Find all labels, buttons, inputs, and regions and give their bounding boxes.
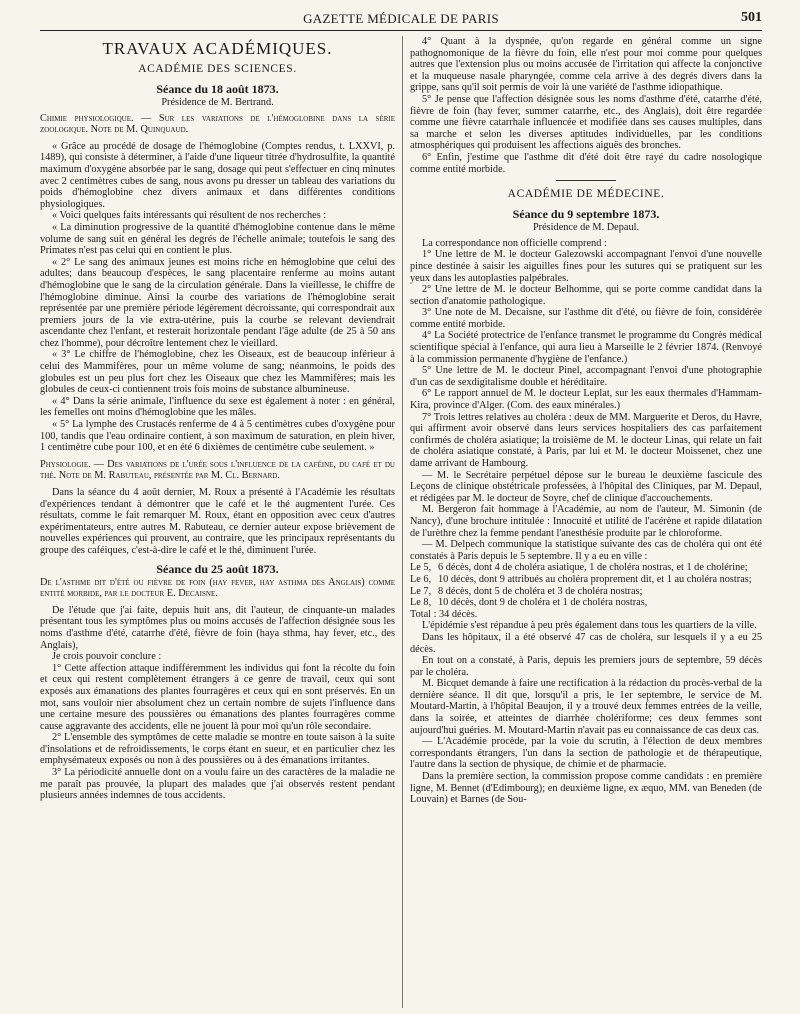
stat-text: 10 décès, dont 9 de choléra et 1 de choléra nostras,: [438, 597, 648, 609]
page-number: 501: [741, 10, 762, 25]
paragraph: « 2° Le sang des animaux jeunes est moins riche en hémoglobine que celui des adultes; dans beaucoup d'espèces, le sang placentaire renferme au moins autant d'hémoglobine que le sang de la circulation générale. Dans la vieillesse, le chiffre de l'hémoglobine diminue. Ainsi la courbe des variations de l'hémoglobine serait représentée par une première période légèrement décroissante, qui correspondrait aux premiers jours de la vie extra-utérine, puis la courbe se relevant deviendrait ascendante chez l'enfant, et resterait horizontale pendant l'âge adulte (de 25 à 50 ans chez l'homme), pour décroître lentement chez le vieillard.: [40, 256, 395, 349]
paragraph: — M. Delpech communique la statistique suivante des cas de choléra qui ont été constatés à Paris depuis le 5 septembre. Il y a eu en ville :: [410, 539, 762, 562]
stat-row: [410, 586, 762, 598]
paragraph: L'épidémie s'est répandue à peu près également dans tous les quartiers de la ville.: [422, 620, 757, 632]
journal-title: GAZETTE MÉDICALE DE PARIS: [303, 11, 499, 26]
academy-heading: ACADÉMIE DE MÉDECINE.: [507, 188, 665, 201]
paragraph: De l'étude que j'ai faite, depuis huit ans, dit l'auteur, de cinquante-un malades présentant tous les symptômes plus ou moins accusés de l'affection désignée sous les noms d'asthme d'été, catarrhe d'été, fièvre de foin (haya sthma, hay fever, etc., des Anglais),: [40, 604, 395, 651]
paragraph: 3° La périodicité annuelle dont on a voulu faire un des caractères de la maladie ne me paraît pas prouvée, la plupart des malades que j'ai observés restent pendant plusieurs années indemnes de tous accidents.: [40, 767, 395, 802]
stat-day: Le 6,: [410, 573, 432, 585]
paragraph: 2° Une lettre de M. le docteur Belhomme, qui se porte comme candidat dans la section d'anatomie pathologique.: [410, 284, 762, 307]
presidency: Présidence de M. Depaul.: [532, 222, 640, 234]
paragraph: Dans les hôpitaux, il a été observé 47 cas de choléra, sur lesquels il y a eu 25 décès.: [410, 631, 762, 655]
paragraph: La correspondance non officielle comprend :: [422, 237, 607, 249]
article-heading: De l'asthme dit d'été ou fièvre de foin (hay fever, hay asthma des Anglais) comme entité morbide, par le docteur E. Decaisne.: [40, 576, 395, 600]
article-heading: Physiologie. — Des variations de l'urée sous l'influence de la caféine, du café et du thé. Note de M. Rabuteau, présentée par M. Cl. Bernard.: [40, 458, 395, 482]
stat-day: Le 5,: [410, 562, 432, 574]
session-title: Séance du 9 septembre 1873.: [512, 207, 660, 222]
paragraph: « 4° Dans la série animale, l'influence du sexe est également à noter : en général, les femelles ont moins d'hémoglobine que les mâles.: [40, 395, 395, 419]
paragraph: « 5° La lymphe des Crustacés renferme de 4 à 5 centimètres cubes d'oxygène pour 100, tandis que l'eau ordinaire contient, à son maximum de saturation, en plein hiver, 1 centimètre cube pour 100, et en été 6 dixièmes de centimètre cube seulement. »: [40, 419, 395, 454]
paragraph: « La diminution progressive de la quantité d'hémoglobine contenue dans le même volume de sang suit en général les degrés de l'échelle animale; toutefois le sang des Primates n'est pas celui qui en contient le plus.: [40, 221, 395, 257]
paragraph: « 3° Le chiffre de l'hémoglobine, chez les Oiseaux, est de beaucoup inférieur à celui des Mammifères, pour un même volume de sang; néanmoins, le poids des globules est un peu plus fort chez les Oiseaux que chez les Mammifères; mais les globules de ceux-ci contiennent trois fois moins de substance albumineuse.: [40, 349, 395, 396]
paragraph: 1° Cette affection attaque indifféremment les individus qui font la récolte du foin et ceux qui restent complètement étrangers à ce genre de travail, ceux qui sont exposés aux émanations des plantes fourragères et ceux qui en sont préservés. En un mot, sans vouloir nier absolument chez un certain nombre de sujets l'influence dans une certaine mesure des poussières ou émanations des plantes fourragères comme cause aggravante des accidents, elle ne jouent là pour moi qu'un rôle secondaire.: [40, 662, 395, 732]
paragraph: — M. le Secrétaire perpétuel dépose sur le bureau le deuxième fascicule des Leçons de clinique obstétricale professées, à l'hôpital des Cliniques, par M. Depaul, et rédigées par M. le docteur de Soyre, chef de clinique d'accouchements.: [410, 469, 762, 504]
paragraph: 5° Je pense que l'affection désignée sous les noms d'asthme d'été, catarrhe d'été, fièvre de foin (hay fever, summer catarrhe, etc., des Anglais), doit être regardée comme une fièvre catarrhale influencée et modifiée dans ses causes multiples, dans sa marche et selon les diverses aptitudes individuelles, par les conditions atmosphériques qui produisent les affections aiguës des bronches.: [410, 93, 762, 152]
stat-row: [410, 562, 762, 574]
paragraph: M. Bergeron fait hommage à l'Académie, au nom de l'auteur, M. Simonin (de Nancy), d'une brochure intitulée : Innocuité et utilité de l'acérène et rapide dilatation de l'urèthre chez la femme pendant l'anesthésie produite par le chloroforme.: [410, 504, 762, 539]
stat-day: Le 8,: [410, 597, 432, 609]
paragraph: 6° Enfin, j'estime que l'asthme dit d'été doit être rayé du cadre nosologique comme entité morbide.: [410, 151, 762, 175]
stat-text: 8 décès, dont 5 de choléra et 3 de choléra nostras;: [438, 585, 643, 597]
stat-row: [410, 597, 762, 609]
paragraph: 2° L'ensemble des symptômes de cette maladie se montre en toute saison à la suite d'insolations et de refroidissements, le corps étant en sueur, et en particulier chez les emphysémateux exposés ou non à des poussières ou à des émanations irritantes.: [40, 732, 395, 767]
paragraph: « Voici quelques faits intéressants qui résultent de nos recherches :: [52, 210, 327, 222]
paragraph: « Grâce au procédé de dosage de l'hémoglobine (Comptes rendus, t. LXXVI, p. 1489), qui consiste à déterminer, à l'aide d'une liqueur titrée d'hydrosulfite, la quantité maximum d'oxygène absorbée par le sang, dosage qui peut s'effectuer en cinq minutes avec 2 centimètres cubes de sang, nous avons pu dresser un tableau des variations du poids d'hémoglobine chez divers animaux et dans différentes conditions physiologiques.: [40, 140, 395, 210]
paragraph: En tout on a constaté, à Paris, depuis les premiers jours de septembre, 59 décès par le choléra.: [410, 655, 762, 678]
presidency: Présidence de M. Bertrand.: [161, 97, 274, 108]
paragraph: 4° La Société protectrice de l'enfance transmet le programme du Congrès médical scientifique spécial à l'enfance, qui aura lieu à Marseille le 2 février 1874. (Renvoyé à la commission permanente d'hygiène de l'enfance.): [410, 330, 762, 365]
session-title: Séance du 18 août 1873.: [156, 82, 279, 96]
section-title: TRAVAUX ACADÉMIQUES.: [102, 39, 333, 58]
paragraph: 1° Une lettre de M. le docteur Galezowski accompagnant l'envoi d'une nouvelle pince destinée à saisir les aiguilles fines pour les sutures qui se pratiquent sur les yeux dans les autoplasties palpébrales.: [410, 249, 762, 284]
stat-row: [410, 574, 762, 586]
right-column: [410, 36, 762, 1014]
stat-text: 10 décès, dont 9 attribués au choléra proprement dit, et 1 au choléra nostras;: [438, 573, 752, 585]
paragraph: 4° Quant à la dyspnée, qu'on regarde en général comme un signe pathognomonique de la fièvre du foin, elle n'est pour moi comme pour quelques autres que l'extension plus ou moins accusée de l'irritation qui affecte la conjonctive et la muqueuse nasale pharyngée, comme cela arrive à des degrés divers dans la grippe, sans qu'il soit permis de voir là une variété de l'asthme idiopathique.: [410, 36, 762, 94]
academy-heading: ACADÉMIE DES SCIENCES.: [138, 63, 297, 75]
left-column: [40, 36, 395, 1014]
article-heading: Chimie physiologique. — Sur les variations de l'hémoglobine dans la série zoologique. Note de M. Quinquaud.: [40, 112, 395, 136]
stat-text: 6 décès, dont 4 de choléra asiatique, 1 de choléra nostras, et 1 de cholérine;: [438, 562, 748, 574]
separator-rule: [556, 180, 616, 181]
paragraph: Dans la séance du 4 août dernier, M. Roux a présenté à l'Académie les résultats d'expériences tendant à démontrer que le café et le thé augmentent l'urée. Ces résultats, comme le fait remarquer M. Roux, étant en opposition avec ceux d'autres expérimentateurs, entre autres M. Rabuteau, ce dernier auteur expose brièvement de nouvelles expériences qui prouvent, au contraire, que les principaux représentants du groupe des caféiques, c'est-à-dire le café et le thé, diminuent l'urée.: [40, 487, 395, 556]
paragraph: Je crois pouvoir conclure :: [52, 651, 162, 663]
stat-day: Le 7,: [410, 585, 432, 597]
paragraph: Dans la première section, la commission propose comme candidats : en première ligne, M. Bennet (d'Edimbourg); en deuxième ligne, ex æquo, MM. van Beneden (de Louvain) et Barnes (de Sou-: [410, 771, 762, 806]
paragraph: 6° Le rapport annuel de M. le docteur Leplat, sur les eaux thermales d'Hammam-Kira, province d'Alger. (Com. des eaux minérales.): [410, 388, 762, 412]
paragraph: 3° Une note de M. Decaisne, sur l'asthme dit d'été, ou fièvre de foin, considérée comme entité morbide.: [410, 307, 762, 330]
paragraph: M. Bicquet demande à faire une rectification à la rédaction du procès-verbal de la dernière séance. Il dit que, lorsqu'il a pris, le 1er septembre, le service de M. Moutard-Martin, à l'hôpital Beaujon, il y a trouvé deux femmes entrées de la veille, dans la soirée, et atteintes de diarrhée cholériforme; ces deux femmes sont aujourd'hui guéries. M. Moutard-Martin n'avait pas eu connaissance de cas deux cas.: [410, 678, 762, 736]
paragraph: — L'Académie procède, par la voie du scrutin, à l'élection de deux membres correspondants étrangers, l'un dans la section de pathologie et de thérapeutique, l'autre dans la section de physique, de chimie et de pharmacie.: [410, 736, 762, 771]
page-header: [40, 8, 762, 31]
paragraph: 7° Trois lettres relatives au choléra : deux de MM. Marguerite et Deros, du Havre, qui affirment avoir observé dans leurs services hospitaliers des cas parfaitement confirmés de choléra asiatique; la troisième de M. le docteur Linas, qui relate un fait de choléra asiatique constaté, à Paris, par lui et M. le docteur Moissenet, chez une dame arrivant de Hambourg.: [410, 411, 762, 469]
stat-total: Total : 34 décès.: [410, 608, 478, 620]
column-divider: [402, 36, 403, 1008]
session-title: Séance du 25 août 1873.: [156, 561, 279, 576]
paragraph: 5° Une lettre de M. le docteur Pinel, accompagnant l'envoi d'une photographie d'un cas de sexdigitalisme double et héréditaire.: [410, 365, 762, 388]
